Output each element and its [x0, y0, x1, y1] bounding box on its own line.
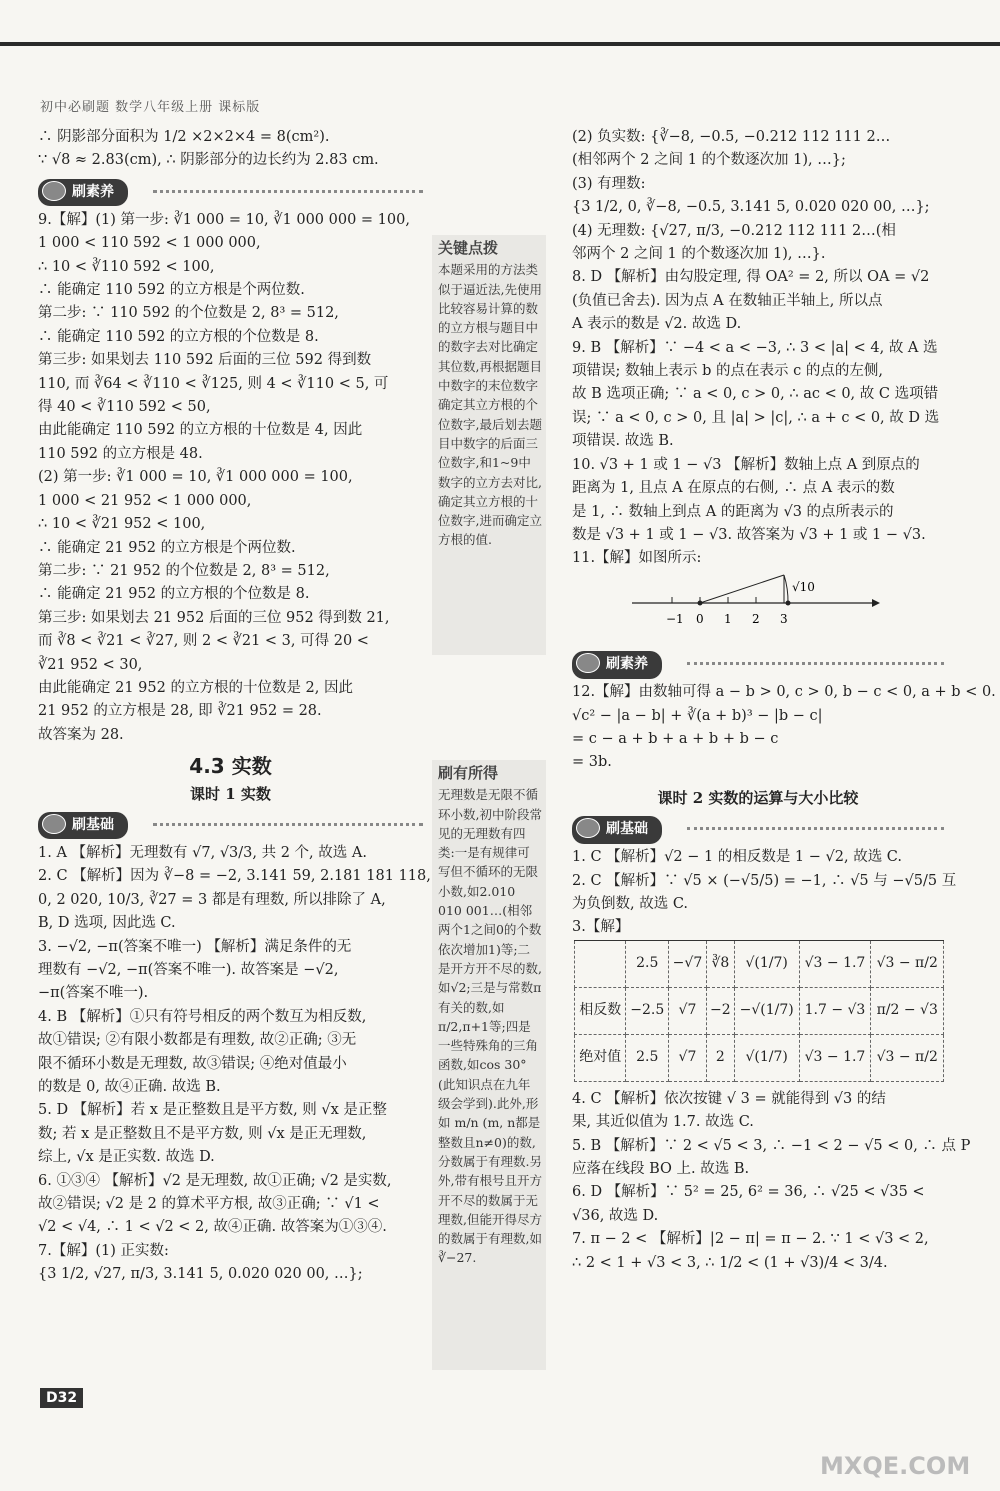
left-column	[38, 126, 431, 1287]
q9-line: ∴ 能确定 21 952 的立方根是个两位数.	[38, 539, 296, 556]
table-cell	[575, 940, 626, 987]
number-line-figure	[632, 573, 882, 631]
q12-line: = c − a + b + a + b + b − c	[572, 730, 779, 747]
sidebar-text: 本题采用的方法类似于逼近法,先使用比较容易计算的数的立方根与题目中的数字去对比确定其位数,再根据题目中数字的末位数字确定其立方根的个位数字,最后划去题目中数字的后面三位数字,和1~9中数字的立方去对比,确定其立方根的十位数字,进而确定立方根的值.	[438, 262, 542, 548]
watermark: MXQE.COM	[820, 1452, 971, 1480]
tick-label: 0	[696, 611, 704, 626]
tick-label: 2	[752, 611, 760, 626]
section-title: 4.3 实数	[189, 754, 272, 779]
q4-line: 4. B 【解析】①只有符号相反的两个数互为相反数,	[38, 1008, 367, 1025]
tick-label: 1	[724, 611, 732, 626]
q6-line: √2 < √4, ∴ 1 < √2 < 2, 故④正确. 故答案为①③④.	[38, 1219, 387, 1236]
table-cell: 绝对值	[575, 1034, 626, 1081]
text-line: 邻两个 2 之间 1 的个数逐次加 1), …}.	[572, 246, 826, 263]
table-cell: √3 − 1.7	[799, 940, 871, 987]
table-cell: 1.7 − √3	[799, 987, 871, 1034]
dotted-rule	[153, 823, 423, 826]
q7-line: ∴ 2 < 1 + √3 < 3, ∴ 1/2 < (1 + √3)/4 < 3/4.	[572, 1254, 888, 1271]
q9-line: 1 000 < 110 592 < 1 000 000,	[38, 235, 261, 252]
q8-line: (负值已舍去). 因为点 A 在数轴正半轴上, 所以点	[572, 292, 883, 309]
q9-line: 第二步: ∵ 110 592 的个位数是 2, 8³ = 512,	[38, 305, 339, 322]
page-number: D32	[40, 1388, 83, 1408]
q9-line: 110 592 的立方根是 48.	[38, 445, 203, 462]
table-cell: 2.5	[626, 940, 669, 987]
dotted-rule	[153, 190, 423, 193]
q4-line: 4. C 【解析】依次按键 √ 3 = 就能得到 √3 的结	[572, 1090, 886, 1107]
q12-line: √c² − |a − b| + ∛(a + b)³ − |b − c|	[572, 707, 823, 724]
table-cell: −2.5	[626, 987, 669, 1034]
table-row	[575, 1034, 944, 1081]
text-line: ∴ 阴影部分面积为 1/2 ×2×2×4 = 8(cm²).	[38, 129, 330, 145]
q5-line: 5. B 【解析】∵ 2 < √5 < 3, ∴ −1 < 2 − √5 < 0, ∴ 点 P	[572, 1137, 971, 1154]
q4-line: 故①错误; ②有限小数都是有理数, 故②正确; ③无	[38, 1032, 357, 1049]
q5-line: 综上, √x 是正实数. 故选 D.	[38, 1149, 215, 1166]
q9-line: 项错误; 数轴上表示 b 的点在表示 c 的点的左侧,	[572, 363, 883, 380]
q5-line: 数; 若 x 是正整数且不是平方数, 则 √x 是正无理数,	[38, 1125, 367, 1142]
q9-line: (2) 第一步: ∛1 000 = 10, ∛1 000 000 = 100,	[38, 469, 353, 486]
q10-line: 数是 √3 + 1 或 1 − √3. 故答案为 √3 + 1 或 1 − √3.	[572, 526, 926, 543]
text-line: (2) 负实数: {∛−8, −0.5, −0.212 112 111 2…	[572, 129, 891, 145]
q6-line: 6. ①③④ 【解析】√2 是无理数, 故①正确; √2 是实数,	[38, 1172, 392, 1189]
q4-line: 果, 其近似值为 1.7. 故选 C.	[572, 1114, 754, 1131]
q10-line: 10. √3 + 1 或 1 − √3 【解析】数轴上点 A 到原点的	[572, 456, 920, 473]
table-cell: ∛8	[706, 940, 734, 987]
table-cell: −2	[706, 987, 734, 1034]
q9-line: 而 ∛8 < ∛21 < ∛27, 则 2 < ∛21 < 3, 可得 20 <	[38, 633, 369, 650]
page-header: 初中必刷题 数学八年级上册 课标版	[40, 100, 261, 115]
hypotenuse-line	[700, 575, 784, 603]
section-badge: 刷素养	[572, 651, 662, 678]
q9-line: ∴ 能确定 21 952 的立方根的个位数是 8.	[38, 586, 310, 603]
q9-line: 1 000 < 21 952 < 1 000 000,	[38, 492, 252, 509]
q9-line: 得 40 < ∛110 592 < 50,	[38, 399, 211, 416]
q3-line: −π(答案不唯一).	[38, 985, 149, 1002]
table-cell: π/2 − √3	[871, 987, 944, 1034]
table-cell: 相反数	[575, 987, 626, 1034]
section-badge: 刷素养	[38, 179, 128, 206]
q9-line: 9. B 【解析】∵ −4 < a < −3, ∴ 3 < |a| < 4, 故 A 选	[572, 339, 938, 356]
sidebar-title: 关键点拨	[438, 239, 499, 257]
q2-line: 0, 2 020, 10/3, ∛27 = 3 都是有理数, 所以排除了 A,	[38, 891, 386, 908]
section-badge: 刷基础	[38, 812, 128, 839]
origin-point	[698, 600, 703, 605]
q9-line: 21 952 的立方根是 28, 即 ∛21 952 = 28.	[38, 703, 322, 720]
q9-line: 故 B 选项正确; ∵ a < 0, c > 0, ∴ ac < 0, 故 C 选项错	[572, 386, 939, 403]
q10-line: 是 1, ∴ 数轴上到点 A 的距离为 √3 的点所表示的	[572, 503, 894, 520]
section-badge: 刷基础	[572, 816, 662, 843]
q9-line: ∴ 能确定 110 592 的立方根的个位数是 8.	[38, 328, 319, 345]
q3-line: 3. −√2, −π(答案不唯一) 【解析】满足条件的无	[38, 938, 352, 955]
q10-line: 距离为 1, 且点 A 在原点的右侧, ∴ 点 A 表示的数	[572, 480, 895, 497]
table-cell: −√7	[669, 940, 707, 987]
q3-line: 3.【解】	[572, 919, 630, 936]
tick-label: −1	[666, 611, 684, 626]
text-line: (4) 无理数: {√27, π/3, −0.212 112 111 2…(相	[572, 222, 896, 239]
q9-line: 误; ∵ a < 0, c > 0, 且 |a| > |c|, ∴ a + c < 0, 故 D 选	[572, 409, 940, 426]
q7-line: 7. π − 2 < 【解析】|2 − π| = π − 2. ∵ 1 < √3 < 2,	[572, 1231, 929, 1248]
answer-table	[574, 940, 944, 1082]
dotted-rule	[687, 662, 944, 665]
q5-line: 应落在线段 BO 上. 故选 B.	[572, 1161, 750, 1177]
text-line: (3) 有理数:	[572, 175, 646, 192]
table-cell: √7	[669, 1034, 707, 1081]
section-banner	[38, 179, 423, 203]
section-banner	[572, 651, 944, 675]
q12-line: 12.【解】由数轴可得 a − b > 0, c > 0, b − c < 0, a + b < 0.	[572, 684, 996, 701]
q9-line: 故答案为 28.	[38, 726, 124, 743]
q6-line: 6. D 【解析】∵ 5² = 25, 6² = 36, ∴ √25 < √35 <	[572, 1184, 925, 1201]
sqrt10-point	[786, 600, 791, 605]
sqrt10-label: √10	[792, 579, 815, 594]
q9-line: ∴ 10 < ∛110 592 < 100,	[38, 258, 215, 275]
table-cell: √3 − 1.7	[799, 1034, 871, 1081]
axis-arrow	[872, 599, 880, 607]
q2-line: 为负倒数, 故选 C.	[572, 895, 689, 912]
q9-line: 9.【解】(1) 第一步: ∛1 000 = 10, ∛1 000 000 = 100,	[38, 211, 410, 228]
table-cell: 2	[706, 1034, 734, 1081]
sidebar-text: 无理数是无限不循环小数,初中阶段常见的无理数有四类:一是有规律可写但不循环的无限小数,如2.010 010 001…(相邻两个1之间0的个数依次增加1)等;二是开方开不尽的数,如√2;三是与常数π有关的数,如π/2,π+1等;四是一些特殊角的三角函数,如cos 30°(此知识点在九年级会学到).此外,形如 m/n (m, n都是整数且n≠0)的数,分数属于有理数.另外,带有根号且开方开不尽的数属于无理数,但能开得尽方的数属于有理数,如∛−27.	[438, 787, 542, 1266]
q3-line: 理数有 −√2, −π(答案不唯一). 故答案是 −√2,	[38, 962, 339, 978]
q2-line: 2. C 【解析】因为 ∛−8 = −2, 3.141 59, 2.181 181 118,	[38, 868, 431, 885]
table-cell: 2.5	[626, 1034, 669, 1081]
q2-line: 2. C 【解析】∵ √5 × (−√5/5) = −1, ∴ √5 与 −√5/5 互	[572, 872, 957, 889]
q9-line: ∛21 952 < 30,	[38, 656, 143, 673]
text-line: (相邻两个 2 之间 1 的个数逐次加 1), …};	[572, 152, 846, 169]
dotted-rule	[687, 827, 944, 830]
table-row	[575, 940, 944, 987]
q7-line: {3 1/2, √27, π/3, 3.141 5, 0.020 020 00, …};	[38, 1266, 363, 1283]
q2-line: B, D 选项, 因此选 C.	[38, 915, 176, 932]
q5-line: 5. D 【解析】若 x 是正整数且是平方数, 则 √x 是正整	[38, 1102, 387, 1119]
section-banner	[38, 812, 423, 836]
q9-line: ∴ 能确定 110 592 的立方根是个两位数.	[38, 282, 305, 299]
tick-label: 3	[780, 611, 788, 626]
compass-arc	[784, 575, 788, 603]
sidebar-title: 刷有所得	[438, 764, 499, 782]
table-row	[575, 987, 944, 1034]
q12-line: = 3b.	[572, 754, 612, 771]
table-cell: √(1/7)	[734, 1034, 799, 1081]
q9-line: 由此能确定 21 952 的立方根的十位数是 2, 因此	[38, 679, 354, 696]
right-column	[572, 126, 996, 1275]
table-cell: √(1/7)	[734, 940, 799, 987]
table-cell: √7	[669, 987, 707, 1034]
q9-line: 第三步: 如果划去 21 952 后面的三位 952 得到数 21,	[38, 609, 390, 626]
text-line: ∵ √8 ≈ 2.83(cm), ∴ 阴影部分的边长约为 2.83 cm.	[38, 152, 379, 169]
q6-line: 故②错误; √2 是 2 的算术平方根, 故③正确; ∵ √1 <	[38, 1196, 380, 1213]
q6-line: √36, 故选 D.	[572, 1207, 659, 1224]
q9-line: 第三步: 如果划去 110 592 后面的三位 592 得到数	[38, 352, 372, 369]
takeaway-sidebar	[432, 760, 546, 1370]
q1-line: 1. A 【解析】无理数有 √7, √3/3, 共 2 个, 故选 A.	[38, 844, 367, 861]
key-tip-sidebar	[432, 235, 546, 655]
table-cell: −√(1/7)	[734, 987, 799, 1034]
q7-line: 7.【解】(1) 正实数:	[38, 1242, 169, 1259]
lesson-title: 课时 2 实数的运算与大小比较	[657, 788, 859, 807]
lesson-title: 课时 1 实数	[190, 784, 271, 803]
table-cell: √3 − π/2	[871, 1034, 944, 1081]
q8-line: 8. D 【解析】由勾股定理, 得 OA² = 2, 所以 OA = √2	[572, 269, 930, 286]
q9-line: 由此能确定 110 592 的立方根的十位数是 4, 因此	[38, 422, 363, 439]
q8-line: A 表示的数是 √2. 故选 D.	[572, 316, 742, 333]
q9-line: 第二步: ∵ 21 952 的个位数是 2, 8³ = 512,	[38, 562, 330, 579]
q1-line: 1. C 【解析】√2 − 1 的相反数是 1 − √2, 故选 C.	[572, 849, 902, 866]
q11-line: 11.【解】如图所示:	[572, 550, 702, 567]
text-line: {3 1/2, 0, ∛−8, −0.5, 3.141 5, 0.020 020 00, …};	[572, 199, 930, 216]
section-banner	[572, 816, 944, 840]
table-cell: √3 − π/2	[871, 940, 944, 987]
q9-line: ∴ 10 < ∛21 952 < 100,	[38, 516, 206, 533]
q9-line: 项错误. 故选 B.	[572, 433, 674, 450]
q4-line: 限不循环小数是无理数, 故③错误; ④绝对值最小	[38, 1055, 347, 1072]
q9-line: 110, 而 ∛64 < ∛110 < ∛125, 则 4 < ∛110 < 5, 可	[38, 375, 389, 392]
top-rule	[0, 42, 1000, 46]
q4-line: 的数是 0, 故④正确. 故选 B.	[38, 1079, 221, 1096]
